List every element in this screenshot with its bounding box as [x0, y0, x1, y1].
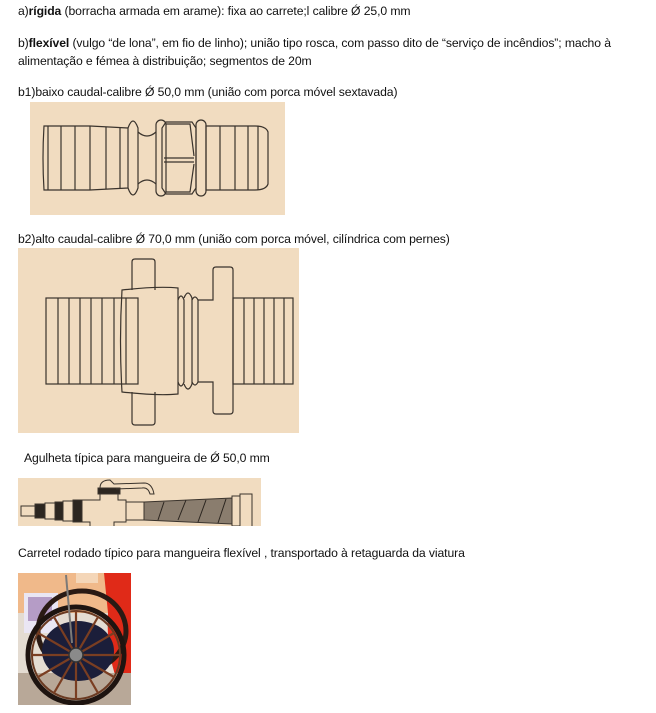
item-a-prefix: a)	[18, 4, 29, 18]
item-b-prefix: b)	[18, 36, 29, 50]
nozzle-svg	[18, 478, 261, 526]
lugged-coupling-svg	[18, 248, 299, 433]
reel-caption: Carretel rodado típico para mangueira flexível , transportado à retaguarda da viatura	[18, 546, 465, 560]
nozzle-caption: Agulheta típica para mangueira de Ǿ 50,0 mm	[24, 451, 270, 465]
item-a-paragraph	[18, 3, 410, 20]
hose-reel-photo-svg	[18, 573, 131, 705]
hex-nut-coupling-svg	[30, 102, 285, 215]
item-b2-heading: b2)alto caudal-calibre Ǿ 70,0 mm (união com porca móvel, cilíndrica com pernes)	[18, 232, 450, 246]
hex-nut-coupling-50mm-drawing	[30, 102, 285, 215]
item-b-paragraph-line1	[18, 35, 611, 52]
item-a-term: rígida	[28, 4, 62, 18]
item-b-paragraph-line2: alimentação e fémea à distribuição; segmentos de 20m	[18, 54, 312, 68]
lugged-coupling-70mm-drawing	[18, 248, 299, 433]
item-b-text: (vulgo “de lona”, em fio de linho); união tipo rosca, com passo dito de “serviço de incêndios”; macho à	[69, 36, 611, 50]
item-b1-heading: b1)baixo caudal-calibre Ǿ 50,0 mm (união com porca móvel sextavada)	[18, 85, 398, 99]
item-a-text: (borracha armada em arame): fixa ao carrete;l calibre Ǿ 25,0 mm	[61, 4, 411, 18]
item-b-term: flexível	[28, 36, 70, 50]
nozzle-50mm-drawing	[18, 478, 261, 526]
hose-reel-photo	[18, 573, 131, 705]
